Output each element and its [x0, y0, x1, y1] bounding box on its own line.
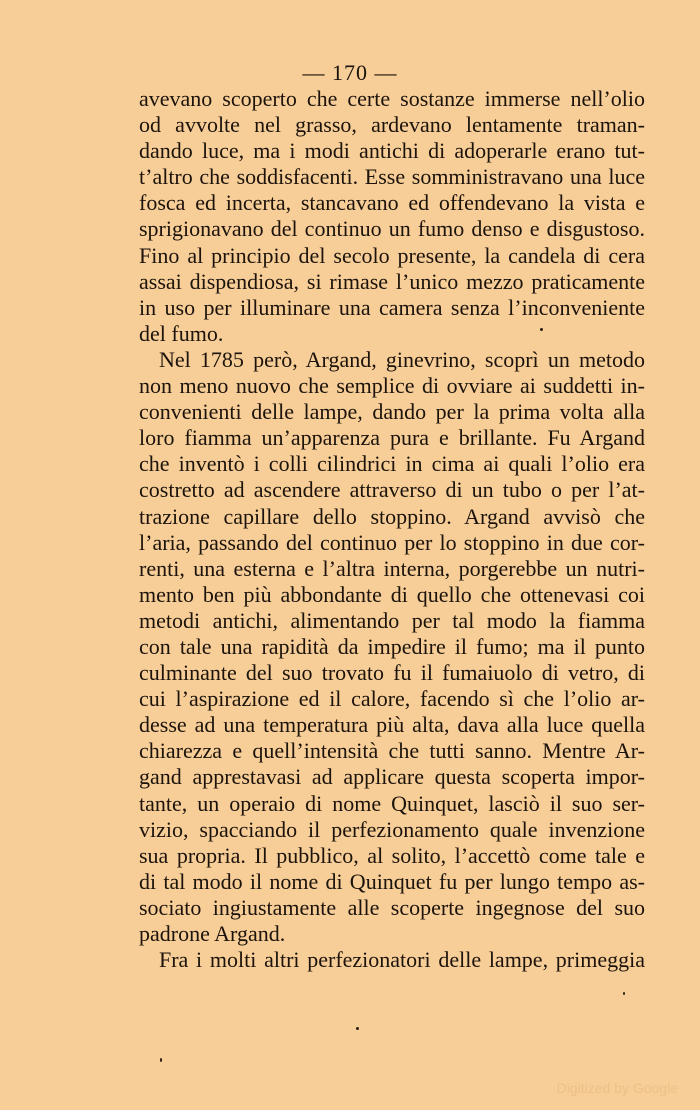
text-line: Nel 1785 però, Argand, ginevrino, scoprì un metodo — [159, 346, 645, 372]
text-line: dando luce, ma i modi antichi di adoperarle erano tut- — [139, 138, 645, 164]
text-line: del fumo. — [139, 320, 224, 346]
text-line: in uso per illuminare una camera senza l’inconveniente — [139, 294, 645, 320]
page-number: — 170 — — [302, 60, 398, 85]
text-line: l’aria, passando del continuo per lo stoppino in due cor- — [139, 529, 645, 555]
text-line: loro fiamma un’apparenza pura e brillante. Fu Argand — [139, 425, 645, 451]
text-line: vizio, spacciando il perfezionamento quale invenzione — [139, 816, 645, 842]
text-line: costretto ad ascendere attraverso di un tubo o per l’at- — [139, 477, 645, 503]
text-line: Fra i molti altri perfezionatori delle lampe, primeggia — [159, 947, 645, 973]
text-line: cui l’aspirazione ed il calore, facendo sì che l’olio ar- — [139, 686, 645, 712]
text-line: desse ad una temperatura più alta, dava alla luce quella — [139, 712, 645, 738]
body-text — [139, 86, 645, 973]
text-line: gand apprestavasi ad applicare questa scoperta impor- — [139, 764, 645, 790]
ink-speck — [540, 328, 543, 331]
text-line: fosca ed incerta, stancavano ed offendevano la vista e — [139, 190, 645, 216]
text-line: padrone Argand. — [139, 921, 286, 946]
text-line: sociato ingiustamente alle scoperte ingegnose del suo — [139, 894, 645, 920]
text-line: non meno nuovo che semplice di ovviare ai suddetti in- — [139, 373, 645, 399]
text-line: tante, un operaio di nome Quinquet, lasciò il suo ser- — [139, 790, 645, 816]
text-line: t’altro che soddisfacenti. Esse somministravano una luce — [139, 164, 645, 190]
text-line: culminante del suo trovato fu il fumaiuolo di vetro, di — [139, 660, 645, 686]
text-line: od avvolte nel grasso, ardevano lentamente traman- — [139, 112, 645, 138]
text-line: di tal modo il nome di Quinquet fu per lungo tempo as- — [139, 868, 645, 894]
text-line: trazione capillare dello stoppino. Argand avvisò che — [139, 503, 645, 529]
text-line: sprigionavano del continuo un fumo denso e disgustoso. — [139, 216, 645, 242]
text-line: avevano scoperto che certe sostanze immerse nell’olio — [139, 86, 645, 111]
text-line: mento ben più abbondante di quello che ottenevasi coi — [139, 581, 645, 607]
ink-speck — [160, 1058, 162, 1062]
ink-speck — [356, 1027, 359, 1030]
text-line: con tale una rapidità da impedire il fumo; ma il punto — [139, 633, 645, 659]
text-line: sua propria. Il pubblico, al solito, l’accettò come tale e — [139, 842, 645, 868]
text-line: renti, una esterna e l’altra interna, porgerebbe un nutri- — [139, 555, 645, 581]
text-line: Fino al principio del secolo presente, la candela di cera — [139, 242, 645, 268]
text-line: assai dispendiosa, si rimase l’unico mezzo praticamente — [139, 268, 645, 294]
text-line: chiarezza e quell’intensità che tutti sanno. Mentre Ar- — [139, 738, 645, 764]
text-line: metodi antichi, alimentando per tal modo la fiamma — [139, 607, 645, 633]
text-line: che inventò i colli cilindrici in cima ai quali l’olio era — [139, 451, 645, 477]
digitization-watermark: Digitized by Google — [556, 1080, 678, 1096]
text-line: convenienti delle lampe, dando per la prima volta alla — [139, 399, 645, 425]
ink-speck — [623, 992, 625, 995]
